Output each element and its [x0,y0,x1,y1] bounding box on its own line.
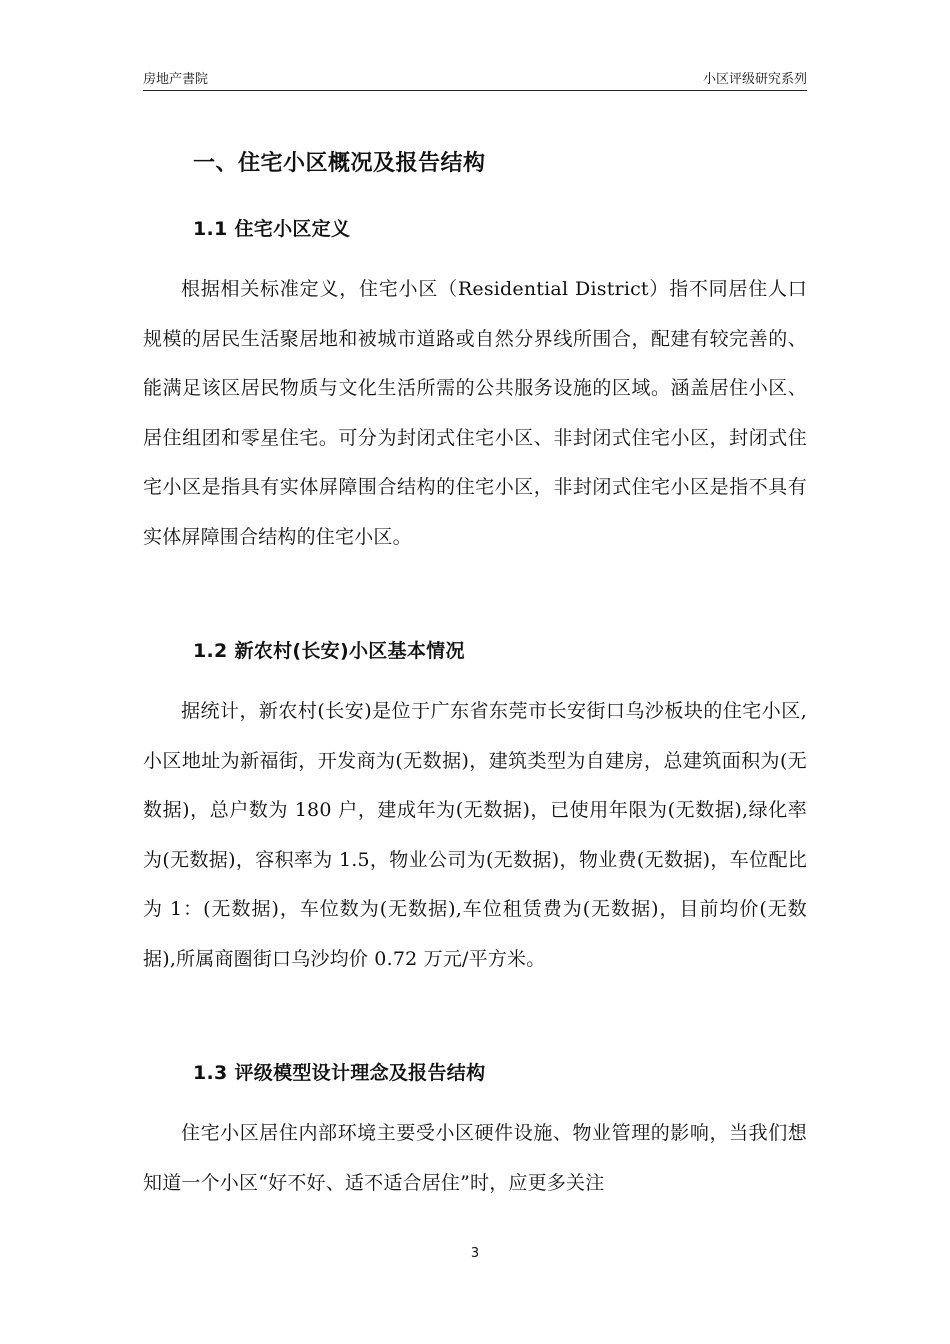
header-right-title: 小区评级研究系列 [702,72,807,87]
page-number: 3 [470,1246,480,1261]
section-heading-1-3: 1.3 评级模型设计理念及报告结构 [193,1062,486,1084]
section-paragraph-1-1: 根据相关标准定义，住宅小区（Residential District）指不同居住人口规模的居民生活聚居地和被城市道路或自然分界线所围合，配建有较完善的、能满足该区居民物质与文化生活所需的公共服务设施的区域。涵盖居住小区、居住组团和零星住宅。可分为封闭式住宅小区、非封闭式住宅小区，封闭式住宅小区是指具有实体屏障围合结构的住宅小区，非封闭式住宅小区是指不具有实体屏障围合结构的住宅小区。 [143,278,807,548]
header-left-title: 房地产書院 [143,72,209,87]
chapter-heading: 一、住宅小区概况及报告结构 [193,151,486,176]
section-paragraph-1-2: 据统计，新农村(长安)是位于广东省东莞市长安街口乌沙板块的住宅小区,小区地址为新福街，开发商为(无数据)，建筑类型为自建房，总建筑面积为(无数据)，总户数为 180 户，建成年为(无数据)，已使用年限为(无数据),绿化率为(无数据)，容积率为 1.5，物业公司为(无数据)，物业费(无数据)，车位配比为 1：(无数据)，车位数为(无数据),车位租赁费为(无数据)，目前均价(无数据),所属商圈街口乌沙均价 0.72 万元/平方米。 [143,700,807,970]
section-paragraph-1-3: 住宅小区居住内部环境主要受小区硬件设施、物业管理的影响，当我们想知道一个小区“好不好、适不适合居住”时，应更多关注 [143,1122,807,1194]
section-heading-1-1: 1.1 住宅小区定义 [193,218,351,240]
page-header [143,66,807,91]
section-heading-1-2: 1.2 新农村(长安)小区基本情况 [193,640,465,662]
